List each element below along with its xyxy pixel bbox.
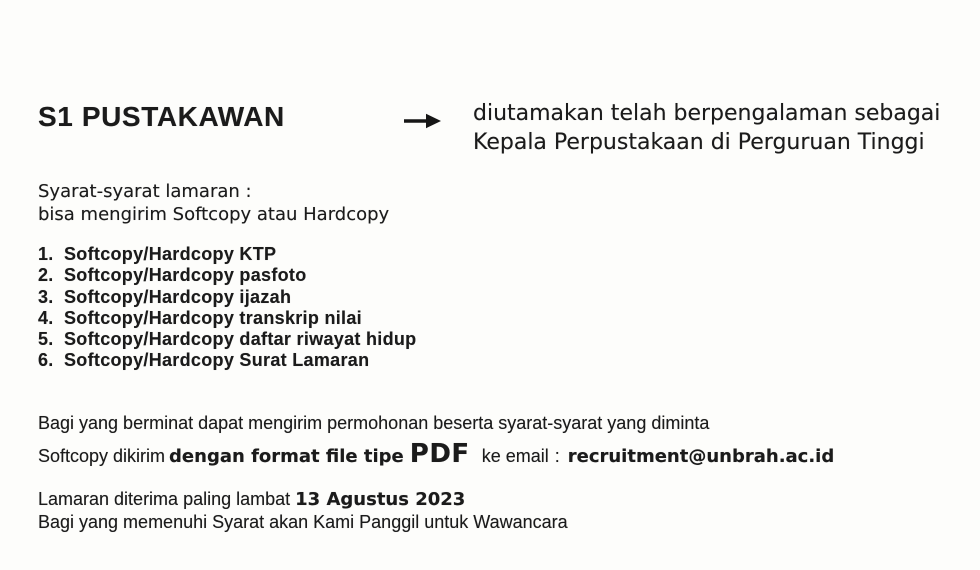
deadline-line — [38, 488, 465, 511]
requirement-text: Softcopy/Hardcopy KTP — [64, 244, 277, 264]
requirements-heading: Syarat-syarat lamaran : — [38, 181, 252, 202]
requirement-number: 1. — [38, 244, 54, 264]
file-type-label: PDF — [409, 439, 470, 469]
requirement-number: 5. — [38, 329, 54, 350]
requirements-intro — [38, 180, 389, 226]
email-colon: : — [554, 446, 560, 466]
requirement-number: 6. — [38, 350, 54, 371]
email-address: recruitment@unbrah.ac.id — [567, 446, 835, 467]
requirement-text: Softcopy/Hardcopy daftar riwayat hidup — [64, 329, 417, 350]
interest-line: Bagi yang berminat dapat mengirim permohonan beserta syarat-syarat yang diminta — [38, 413, 710, 433]
requirement-item — [38, 350, 416, 371]
qualification-line-1: diutamakan telah berpengalaman sebagai — [473, 101, 941, 126]
softcopy-instruction-line — [38, 438, 834, 473]
requirements-subheading: bisa mengirim Softcopy atau Hardcopy — [38, 204, 390, 225]
qualification-line-2: Kepala Perpustakaan di Perguruan Tinggi — [473, 130, 925, 155]
requirement-item — [38, 308, 416, 329]
requirements-list — [38, 244, 416, 372]
requirement-text: Softcopy/Hardcopy Surat Lamaran — [64, 350, 370, 371]
qualification-text — [473, 99, 953, 157]
requirement-text: Softcopy/Hardcopy ijazah — [64, 286, 292, 307]
requirement-text: Softcopy/Hardcopy pasfoto — [64, 265, 307, 286]
interview-line: Bagi yang memenuhi Syarat akan Kami Panggil untuk Wawancara — [38, 512, 568, 532]
requirement-item — [38, 265, 416, 286]
requirement-item — [38, 287, 416, 308]
deadline-prefix: Lamaran diterima paling lambat — [38, 489, 291, 509]
softcopy-bold-segment: dengan format file tipe — [169, 446, 404, 467]
requirement-item — [38, 244, 416, 265]
requirement-item — [38, 329, 416, 350]
softcopy-prefix: Softcopy dikirim — [38, 446, 166, 466]
requirement-number: 3. — [38, 286, 54, 307]
requirement-number: 4. — [38, 307, 54, 328]
requirement-text: Softcopy/Hardcopy transkrip nilai — [64, 307, 362, 328]
deadline-date: 13 Agustus 2023 — [295, 489, 466, 510]
arrow-right-icon — [403, 112, 443, 130]
email-label: ke email — [481, 446, 549, 466]
position-title: S1 PUSTAKAWAN — [38, 101, 285, 132]
requirement-number: 2. — [38, 265, 54, 286]
